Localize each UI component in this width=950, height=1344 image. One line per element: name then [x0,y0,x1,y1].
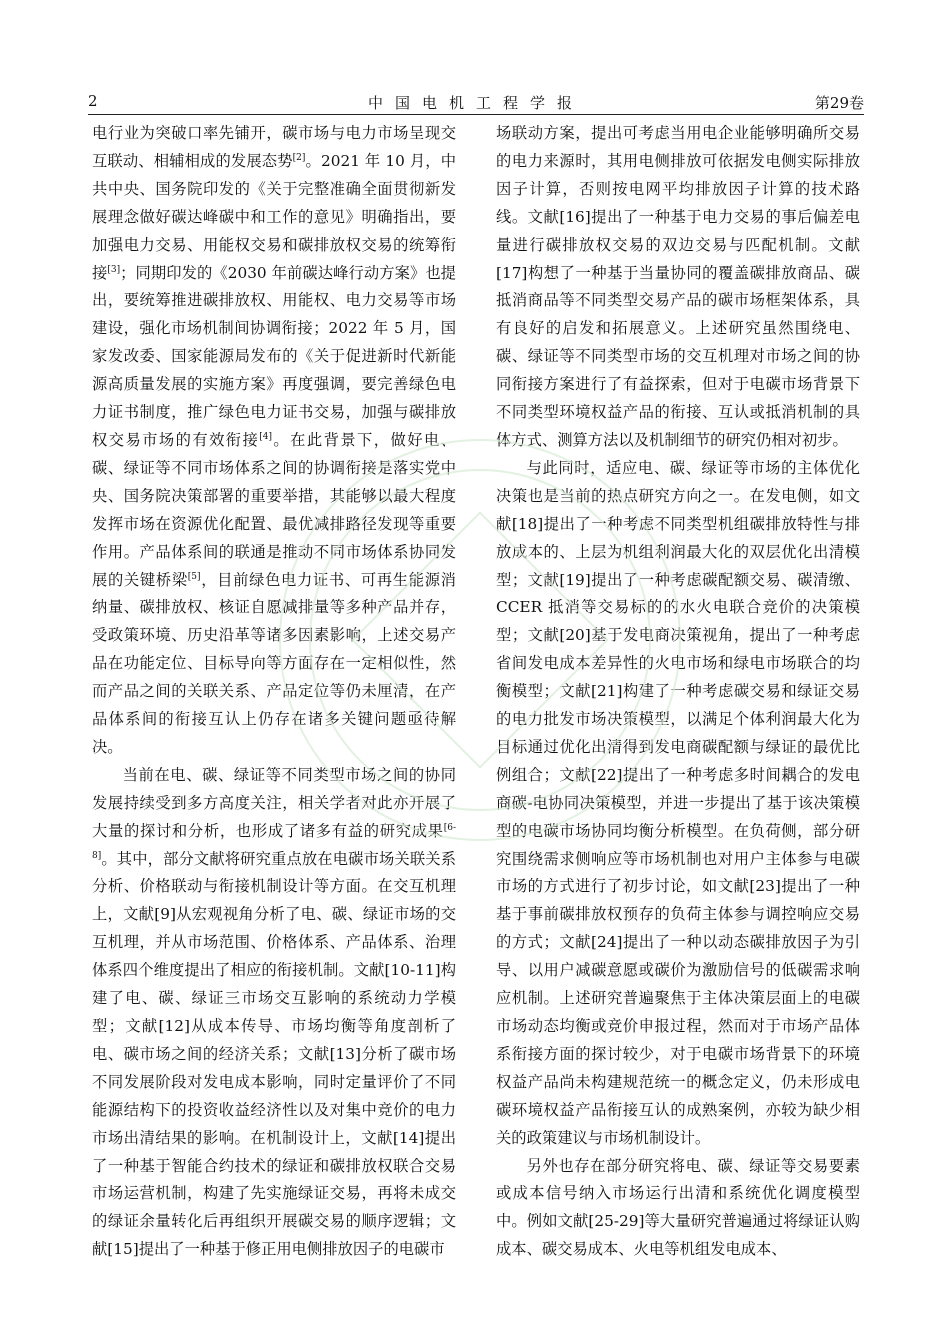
body-text: ，目前绿色电力证书、可再生能源消纳量、碳排放权、核证自愿减排量等多种产品并存，受政策环境、历史沿革等诸多因素影响，上述交易产品在功能定位、目标导向等方面存在一定相似性，然而产品之间的关联关系、产品定位等仍未厘清，在产品体系间的衔接互认上仍存在诸多关键问题亟待解决。 [92,570,456,756]
citation-superscript: [3] [107,264,121,275]
paragraph [92,120,456,762]
body-text: 。2021 年 10 月，中共中央、国务院印发的《关于完整准确全面贯彻新发展理念做好碳达峰碳中和工作的意见》明确指出，要加强电力交易、用能权交易和碳排放权交易的统筹衔接 [92,151,456,282]
running-header [88,92,864,112]
body-text: 另外也存在部分研究将电、碳、绿证等交易要素或成本信号纳入市场运行出清和系统优化调度模型中。例如文献[25-29]等大量研究普遍通过将绿证认购成本、碳交易成本、火电等机组发电成本、 [496,1156,860,1259]
paragraph [496,1153,860,1265]
body-text: 。其中，部分文献将研究重点放在电碳市场关联关系分析、价格联动与衔接机制设计等方面。在交互机理上，文献[9]从宏观视角分析了电、碳、绿证市场的交互机理，并从市场范围、价格体系、产品体系、治理体系四个维度提出了相应的衔接机制。文献[10-11]构建了电、碳、绿证三市场交互影响的系统动力学模型；文献[12]从成本传导、市场均衡等角度剖析了电、碳市场之间的经济关系；文献[13]分析了碳市场不同发展阶段对发电成本影响，同时定量评价了不同能源结构下的投资收益经济性以及对集中竞价的电力市场出清结果的影响。在机制设计上，文献[14]提出了一种基于智能合约技术的绿证和碳排放权联合交易市场运营机制，构建了先实施绿证交易，再将未成交的绿证余量转化后再组织开展碳交易的顺序逻辑；文献[15]提出了一种基于修正用电侧排放因子的电碳市 [92,849,456,1259]
body-text: ；同期印发的《2030 年前碳达峰行动方案》也提出，要统筹推进碳排放权、用能权、电力交易等市场建设，强化市场机制间协调衔接；2022 年 5 月，国家发改委、国家能源局发布的《关于促进新时代新能源高质量发展的实施方案》再度强调，要完善绿色电力证书制度，推广绿色电力证书交易，加强与碳排放权交易市场的有效衔接 [92,263,456,449]
body-text: 与此同时，适应电、碳、绿证等市场的主体优化决策也是当前的热点研究方向之一。在发电侧，如文献[18]提出了一种考虑不同类型机组碳排放特性与排放成本的、上层为机组利润最大化的双层优化出清模型；文献[19]提出了一种考虑碳配额交易、碳清缴、CCER 抵消等交易标的的水火电联合竞价的决策模型；文献[20]基于发电商决策视角，提出了一种考虑省间发电成本差异性的火电市场和绿电市场联合的均衡模型；文献[21]构建了一种考虑碳交易和绿证交易的电力批发市场决策模型，以满足个体利润最大化为目标通过优化出清得到发电商碳配额与绿证的最优比例组合；文献[22]提出了一种考虑多时间耦合的发电商碳-电协同决策模型，并进一步提出了基于该决策模型的电碳市场协同均衡分析模型。在负荷侧，部分研究围绕需求侧响应等市场机制也对用户主体参与电碳市场的方式进行了初步讨论，如文献[23]提出了一种基于事前碳排放权预存的负荷主体参与调控响应交易的方式；文献[24]提出了一种以动态碳排放因子为引导、以用户减碳意愿或碳价为激励信号的低碳需求响应机制。上述研究普遍聚焦于主体决策层面上的电碳市场动态均衡或竞价申报过程，然而对于市场产品体系衔接方面的探讨较少，对于电碳市场背景下的环境权益产品尚未构建规范统一的概念定义，仍未形成电碳环境权益产品衔接互认的成熟案例，亦较为缺少相关的政策建议与市场机制设计。 [496,458,860,1147]
paragraph [496,120,860,455]
paragraph [496,455,860,1153]
citation-superscript: [6-8] [92,822,456,861]
right-column [496,120,860,1264]
body-text: 场联动方案，提出可考虑当用电企业能够明确所交易的电力来源时，其用电侧排放可依据发电侧实际排放因子计算，否则按电网平均排放因子计算的技术路线。文献[16]提出了一种基于电力交易的事后偏差电量进行碳排放权交易的双边交易与匹配机制。文献[17]构想了一种基于当量协同的覆盖碳排放商品、碳抵消商品等不同类型交易产品的碳市场框架体系，具有良好的启发和拓展意义。上述研究虽然围绕电、碳、绿证等不同类型市场的交互机理对市场之间的协同衔接方案进行了有益探索，但对于电碳市场背景下不同类型环境权益产品的衔接、互认或抵消机制的具体方式、测算方法以及机制细节的研究仍相对初步。 [496,124,860,449]
header-rule [88,114,864,115]
volume-label: 第29卷 [814,94,864,112]
citation-superscript: [2] [292,152,306,163]
body-text: 电行业为突破口率先铺开，碳市场与电力市场呈现交互联动、相辅相成的发展态势 [92,124,456,170]
citation-superscript: [4] [259,431,272,442]
body-text: 当前在电、碳、绿证等不同类型市场之间的协同发展持续受到多方高度关注，相关学者对此亦开展了大量的探讨和分析，也形成了诸多有益的研究成果 [92,765,456,840]
body-text: 。在此背景下，做好电、碳、绿证等不同市场体系之间的协调衔接是落实党中央、国务院决策部署的重要举措，其能够以最大程度发挥市场在资源优化配置、最优减排路径发现等重要作用。产品体系间的联通是推动不同市场体系协同发展的关键桥梁 [92,430,456,589]
citation-superscript: [5] [187,571,201,582]
left-column [92,120,456,1264]
page-number: 2 [88,92,98,110]
journal-title: 中国电机工程学报 [367,94,584,112]
paragraph [92,762,456,1264]
